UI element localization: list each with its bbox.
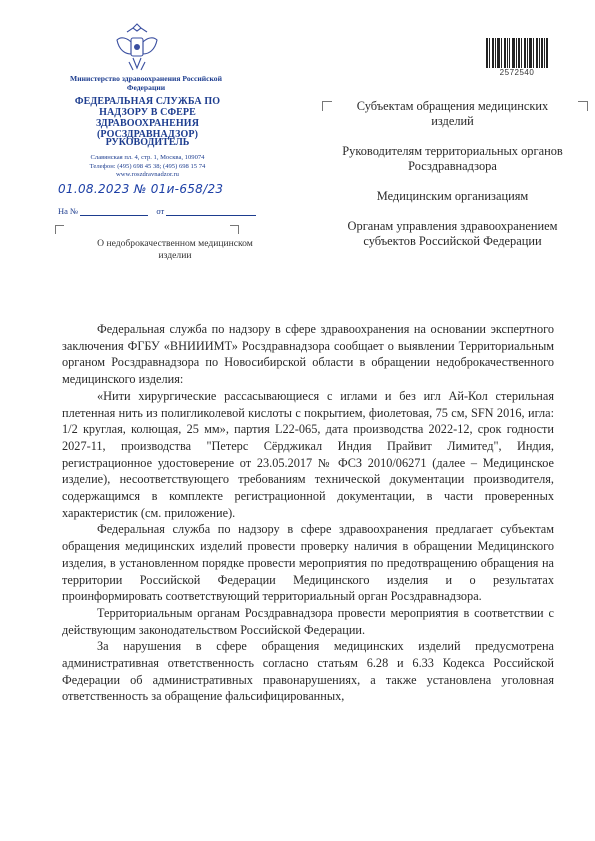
coat-of-arms-emblem [113, 22, 161, 74]
addressee-block [340, 99, 565, 264]
addressee: Органам управления здравоохранением субъектов Российской Федерации [347, 219, 558, 248]
ref-from-label: от [156, 206, 165, 216]
phone: Телефон: (495) 698 45 38; (495) 698 15 74 [89, 162, 206, 170]
ref-from-field [166, 206, 256, 216]
body-paragraph: «Нити хирургические рассасывающиеся с иглами и без игл Ай-Кол стерильная плетенная нить из полигликолевой кислоты с покрытием, фиолетовая, 75 см, SFN 2016, игла: 1/2 круглая, колющая, 25 мм», партия L22-065, дата производства 2022-12, срок годности 2027-11, производства "Петерс Сёрджикал Индия Прайвит Лимитед", Индия, регистрационное удостоверение от 23.05.2017 № ФСЗ 2010/06271 (далее – Медицинское изделие), несоответствующего требованиям технической документации производителя, содержащимся в комплекте регистрационной документации, в части проверенных характеристик (см. приложение). [62, 388, 554, 520]
barcode [486, 38, 548, 68]
addressee: Медицинским организациям [376, 189, 529, 203]
ministry-name: Министерство здравоохранения Российской Федерации [70, 74, 222, 92]
reference-line [58, 206, 278, 216]
ref-no-field [80, 206, 148, 216]
addressee: Руководителям территориальных органов Росздравнадзора [342, 144, 563, 173]
subject-bracket-right [230, 225, 239, 234]
body-paragraph: Федеральная служба по надзору в сфере здравоохранения на основании экспертного заключения ФГБУ «ВНИИИМТ» Росздравнадзора сообщает о выявлении Территориальным органом Росздравнадзора по Новосибирской области в обращении недоброкачественного медицинского изделия: [62, 322, 554, 387]
addressee: Субъектам обращения медицинских изделий [356, 99, 549, 128]
contact-block [55, 154, 240, 180]
address: Славянская пл. 4, стр. 1, Москва, 109074 [90, 154, 205, 161]
addressee-bracket-right [578, 101, 588, 111]
handwritten-reg-number: 01.08.2023 № 01и-658/23 [58, 182, 224, 196]
website: www.roszdravnadzor.ru [116, 171, 179, 179]
letter-body [62, 321, 554, 705]
barcode-number: 2572540 [499, 68, 535, 77]
subject: О недоброкачественном медицинском изделии [97, 238, 253, 261]
body-paragraph: Федеральная служба по надзору в сфере здравоохранения предлагает субъектам обращения медицинских изделий провести проверку наличия в обращении Медицинского изделия, в установленном порядке провести мероприятия по предотвращению обращения на территории Российской Федерации Медицинского изделия и о результатах проинформировать соответствующий территориальный орган Росздравнадзора. [62, 522, 554, 604]
head-title: РУКОВОДИТЕЛЬ [105, 137, 190, 148]
body-paragraph: За нарушения в сфере обращения медицинских изделий предусмотрена административная ответственность согласно статьям 6.28 и 6.33 Кодекса Российской Федерации об административных правонарушениях, а также установлена уголовная ответственность за обращение фальсифицированных, [62, 639, 554, 704]
subject-bracket-left [55, 225, 64, 234]
addressee-bracket-left [322, 101, 332, 111]
body-paragraph: Территориальным органам Росздравнадзора провести мероприятия в соответствии с действующим законодательством Российской Федерации. [62, 605, 554, 637]
ref-no-label: На № [58, 206, 79, 216]
service-name: ФЕДЕРАЛЬНАЯ СЛУЖБА ПО НАДЗОРУ В СФЕРЕ ЗДРАВООХРАНЕНИЯ (РОСЗДРАВНАДЗОР) [74, 96, 221, 140]
